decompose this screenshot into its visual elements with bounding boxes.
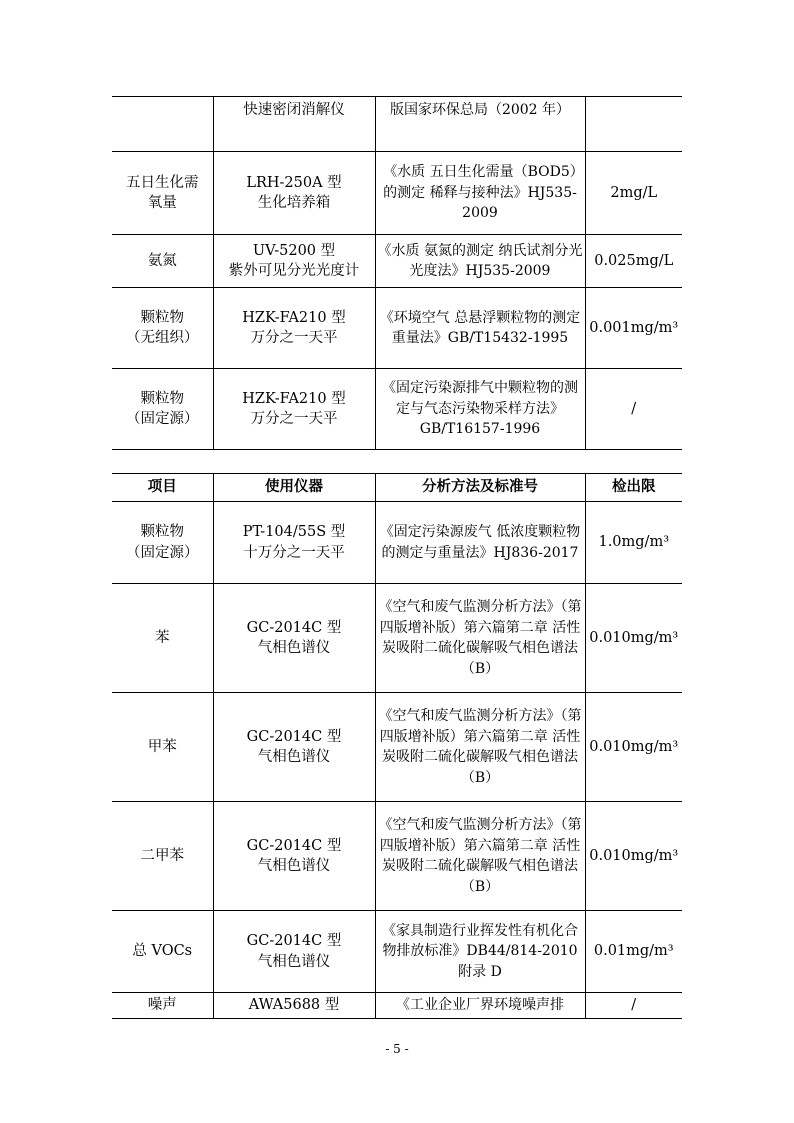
item-cell: 甲苯	[112, 693, 213, 802]
monitoring-methods-table-continued	[112, 96, 682, 450]
limit-cell: 0.010mg/m³	[585, 584, 682, 693]
method-cell: 《工业企业厂界环境噪声排	[375, 993, 585, 1019]
table-row	[112, 911, 682, 993]
item-cell: 颗粒物 （无组织）	[112, 288, 213, 369]
method-cell: 《固定污染源废气 低浓度颗粒物的测定与重量法》HJ836-2017	[375, 502, 585, 584]
method-cell: 《空气和废气监测分析方法》（第四版增补版）第六篇第二章 活性炭吸附二硫化碳解吸气相色谱法（B）	[375, 693, 585, 802]
limit-cell: 0.001mg/m³	[585, 288, 682, 369]
method-cell: 《空气和废气监测分析方法》（第四版增补版）第六篇第二章 活性炭吸附二硫化碳解吸气相色谱法（B）	[375, 802, 585, 911]
instrument-cell: HZK-FA210 型 万分之一天平	[213, 369, 375, 450]
method-cell: 《家具制造行业挥发性有机化合物排放标准》DB44/814-2010 附录 D	[375, 911, 585, 993]
method-cell: 版国家环保总局（2002 年）	[375, 97, 585, 152]
table-row	[112, 502, 682, 584]
limit-cell: 1.0mg/m³	[585, 502, 682, 584]
table-row	[112, 693, 682, 802]
method-text: 《水质 五日生化需量（BOD5）的测定 稀释与接种法》HJ535-2009	[383, 164, 577, 222]
instrument-cell: GC-2014C 型 气相色谱仪	[213, 911, 375, 993]
limit-cell: 2mg/L	[585, 152, 682, 235]
method-cell: 《空气和废气监测分析方法》（第四版增补版）第六篇第二章 活性炭吸附二硫化碳解吸气相色谱法（B）	[375, 584, 585, 693]
method-cell	[375, 152, 585, 235]
method-cell: 《固定污染源排气中颗粒物的测定与气态污染物采样方法》GB/T16157-1996	[375, 369, 585, 450]
header-instrument: 使用仪器	[213, 474, 375, 502]
table-header-row	[112, 474, 682, 502]
instrument-cell: GC-2014C 型 气相色谱仪	[213, 693, 375, 802]
table-row	[112, 97, 682, 152]
limit-cell: 0.010mg/m³	[585, 802, 682, 911]
item-text: 五日生化需氧量	[126, 174, 199, 211]
header-item: 项目	[112, 474, 213, 502]
instrument-cell: GC-2014C 型 气相色谱仪	[213, 802, 375, 911]
item-cell: 噪声	[112, 993, 213, 1019]
table-row	[112, 802, 682, 911]
table-row	[112, 369, 682, 450]
limit-cell: 0.010mg/m³	[585, 693, 682, 802]
instrument-cell: 快速密闭消解仪	[213, 97, 375, 152]
item-cell	[112, 97, 213, 152]
instrument-cell: GC-2014C 型 气相色谱仪	[213, 584, 375, 693]
instrument-cell: PT-104/55S 型 十万分之一天平	[213, 502, 375, 584]
limit-cell: 0.025mg/L	[585, 235, 682, 288]
instrument-cell: UV-5200 型 紫外可见分光光度计	[213, 235, 375, 288]
item-cell: 颗粒物 （固定源）	[112, 369, 213, 450]
table-row	[112, 235, 682, 288]
instrument-cell: AWA5688 型	[213, 993, 375, 1019]
method-cell: 《水质 氨氮的测定 纳氏试剂分光光度法》HJ535-2009	[375, 235, 585, 288]
limit-cell	[585, 97, 682, 152]
item-cell	[112, 152, 213, 235]
item-cell: 苯	[112, 584, 213, 693]
limit-cell: /	[585, 993, 682, 1019]
table-row	[112, 584, 682, 693]
limit-cell: /	[585, 369, 682, 450]
table-row	[112, 288, 682, 369]
instrument-cell: HZK-FA210 型 万分之一天平	[213, 288, 375, 369]
table-row	[112, 152, 682, 235]
method-cell: 《环境空气 总悬浮颗粒物的测定 重量法》GB/T15432-1995	[375, 288, 585, 369]
item-cell: 颗粒物 （固定源）	[112, 502, 213, 584]
item-cell: 总 VOCs	[112, 911, 213, 993]
item-cell: 二甲苯	[112, 802, 213, 911]
monitoring-methods-table	[112, 473, 682, 1019]
instrument-cell: LRH-250A 型 生化培养箱	[213, 152, 375, 235]
table-row	[112, 993, 682, 1019]
item-cell: 氨氮	[112, 235, 213, 288]
limit-cell: 0.01mg/m³	[585, 911, 682, 993]
page-number: - 5 -	[385, 1042, 409, 1056]
header-method: 分析方法及标准号	[375, 474, 585, 502]
header-limit: 检出限	[585, 474, 682, 502]
